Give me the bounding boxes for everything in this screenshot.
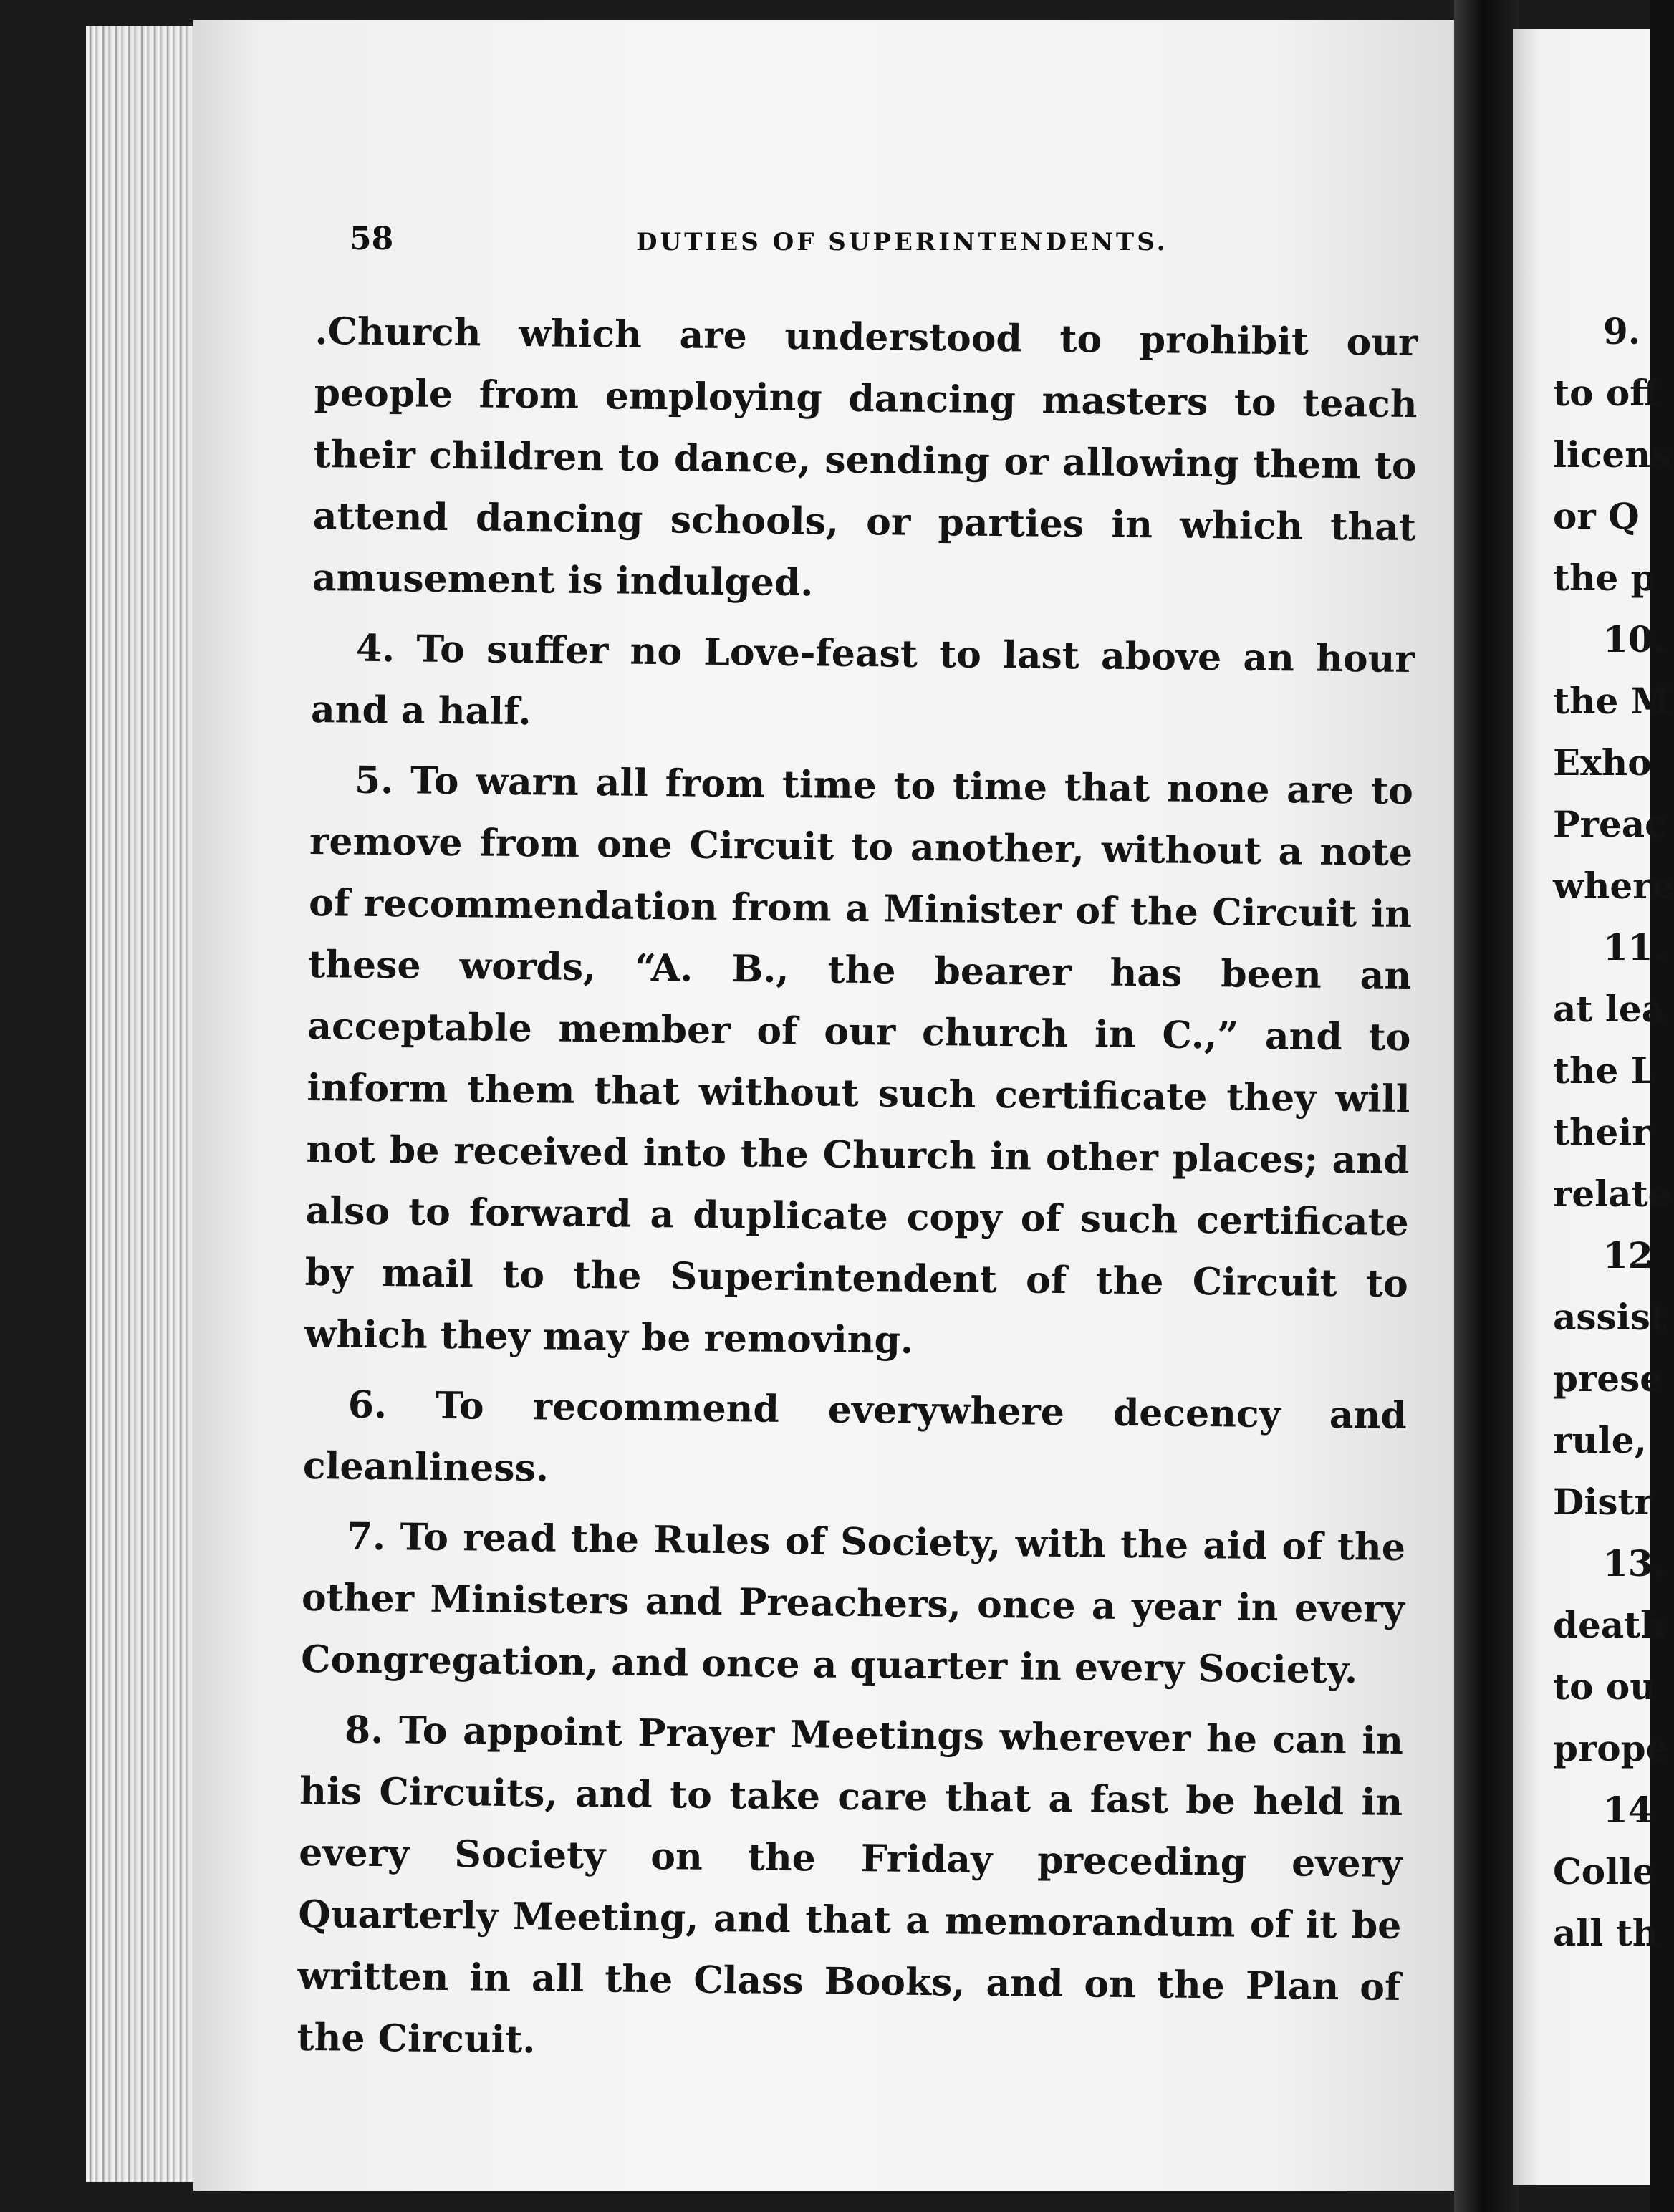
right-line: 11.	[1603, 926, 1665, 968]
paragraph-8: 8. To appoint Prayer Meetings wherever he can in his Circuits, and to take care that a fast be held in every Society on the Friday preceding every Quarterly Meeting, and that a memorandum of it be written in all the Class Books, and on the Plan of the Circuit.	[297, 1708, 1404, 2062]
right-line: the M	[1553, 680, 1671, 722]
page-number: 58	[350, 221, 394, 257]
right-line: licens	[1553, 433, 1671, 476]
right-line: relate	[1553, 1173, 1671, 1215]
right-line: to ou	[1553, 1665, 1656, 1708]
paragraph-continued: .Church which are understood to prohibit our people from employing dancing masters to teach their children to dance, sending or allowing them to attend dancing schools, or parties in which that amusement is indulged.	[312, 309, 1418, 605]
right-line: to off	[1553, 372, 1660, 414]
right-line: their	[1553, 1111, 1651, 1153]
running-title: DUTIES OF SUPERINTENDENTS.	[636, 228, 1168, 256]
right-line: 9.	[1603, 310, 1641, 352]
right-line: assist	[1553, 1296, 1667, 1338]
paragraph-4: 4. To suffer no Love-feast to last above an hour and a half.	[310, 626, 1415, 734]
paragraph-6: 6. To recommend everywhere decency and cleanliness.	[302, 1382, 1408, 1491]
right-line: 10.	[1603, 618, 1665, 660]
right-line: Preac	[1553, 803, 1667, 845]
right-line: all th	[1553, 1912, 1659, 1954]
right-line: Colle	[1553, 1850, 1655, 1893]
paragraph-5: 5. To warn all from time to time that none are to remove from one Circuit to another, without a note of recommendation from a Minister of the Circuit in these words, “A. B., the bearer has been an acceptable member of our church in C.,” and to inform them that without such certificate they will not be received into the Church in other places; and also to forward a duplicate copy of such certificate by mail to the Superintendent of the Circuit to which they may be removing.	[304, 758, 1414, 1362]
right-line: at lea	[1553, 988, 1665, 1030]
right-line: 12	[1603, 1234, 1653, 1276]
running-head	[350, 221, 1424, 264]
paragraph-7: 7. To read the Rules of Society, with the aid of the other Ministers and Preachers, once a year in every Congregation, and once a quarter in every Society.	[300, 1514, 1406, 1693]
right-line: prese	[1553, 1357, 1663, 1400]
right-page-text	[1553, 301, 1674, 1964]
right-line: where	[1553, 865, 1674, 907]
right-line: Distr	[1553, 1481, 1653, 1523]
right-line: rule,	[1553, 1419, 1647, 1461]
book-gutter	[1454, 0, 1519, 2212]
right-line: the p	[1553, 557, 1656, 599]
body-text	[297, 301, 1418, 2089]
right-line: 13.	[1603, 1542, 1665, 1585]
page-edges	[86, 26, 208, 2182]
right-line: or Q	[1553, 495, 1640, 537]
right-line: death	[1553, 1604, 1667, 1646]
right-line: the L	[1553, 1049, 1656, 1092]
right-line: Exho	[1553, 741, 1652, 784]
right-line: prope	[1553, 1727, 1669, 1769]
right-line: 14	[1603, 1789, 1653, 1831]
